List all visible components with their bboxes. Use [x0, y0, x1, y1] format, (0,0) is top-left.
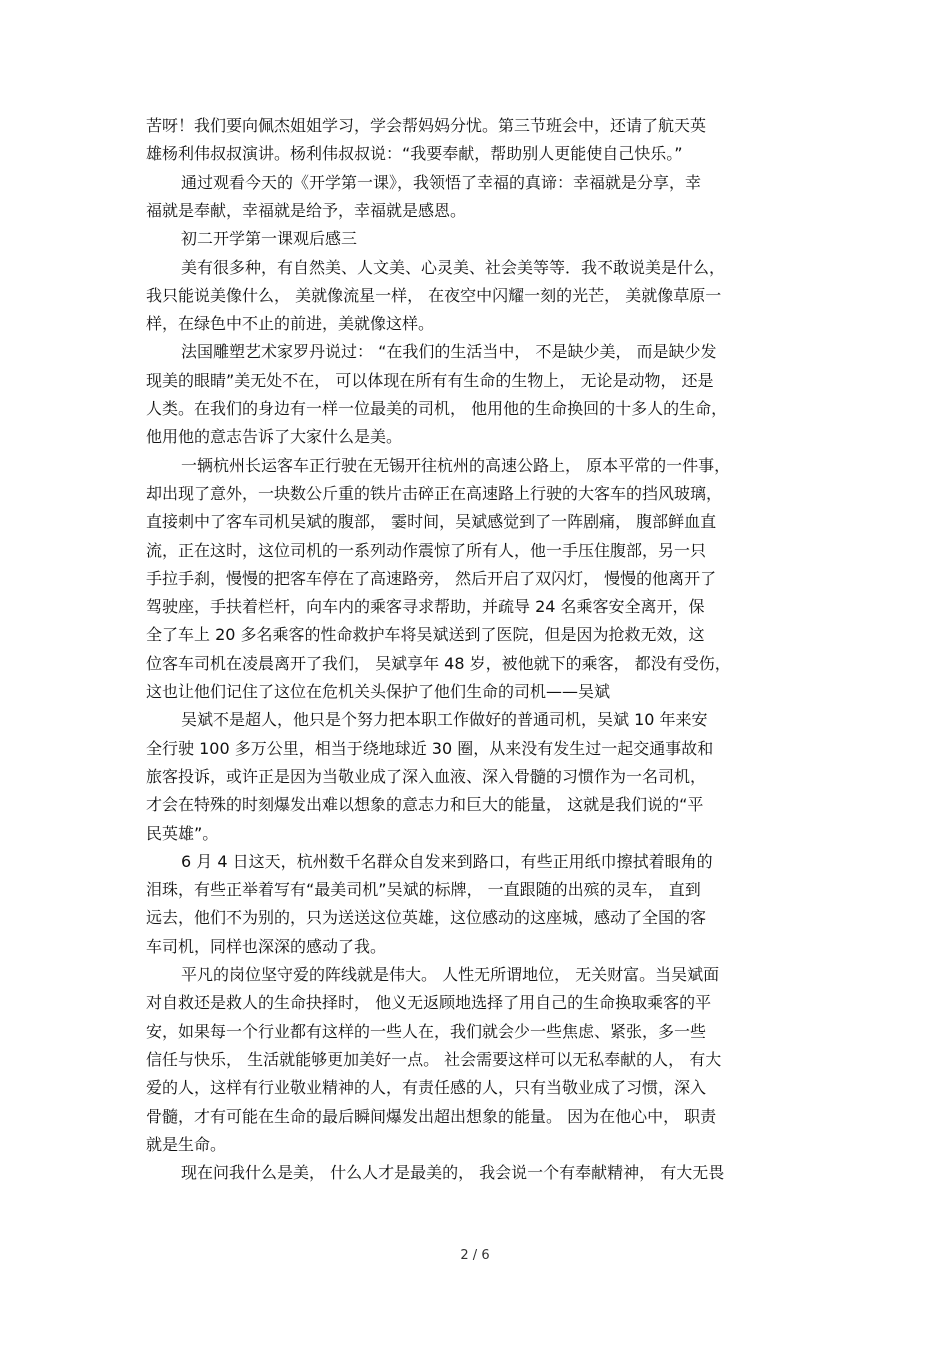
text-line: 初二开学第一课观后感三 — [181, 229, 358, 249]
text-line: 样，在绿色中不止的前进，美就像这样。 — [146, 314, 435, 334]
text-line: 泪珠，有些正举着写有“最美司机”吴斌的标牌， 一直跟随的出殡的灵车， 直到 — [146, 880, 701, 900]
text-line: 手拉手刹，慢慢的把客车停在了高速路旁， 然后开启了双闪灯， 慢慢的他离开了 — [146, 568, 717, 588]
text-line: 骨髓，才有可能在生命的最后瞬间爆发出超出想象的能量。 因为在他心中， 职责 — [146, 1106, 717, 1126]
text-line: 远去，他们不为别的，只为送送这位英雄，这位感动的这座城，感动了全国的客 — [146, 908, 707, 928]
text-line: 法国雕塑艺术家罗丹说过： “在我们的生活当中， 不是缺少美， 而是缺少发 — [181, 342, 717, 362]
text-line: 全了车上 20 多名乘客的性命救护车将吴斌送到了医院，但是因为抢救无效，这 — [146, 625, 705, 645]
text-line: 直接刺中了客车司机吴斌的腹部， 霎时间，吴斌感觉到了一阵剧痛， 腹部鲜血直 — [146, 512, 717, 532]
text-line: 福就是奉献，幸福就是给予，幸福就是感恩。 — [146, 200, 467, 220]
text-line: 一辆杭州长运客车正行驶在无锡开往杭州的高速公路上， 原本平常的一件事， — [181, 455, 731, 475]
text-line: 爱的人，这样有行业敬业精神的人，有责任感的人，只有当敬业成了习惯，深入 — [146, 1078, 707, 1098]
text-line: 旅客投诉，或许正是因为当敬业成了深入血液、深入骨髓的习惯作为一名司机， — [146, 766, 707, 786]
text-line: 安，如果每一个行业都有这样的一些人在，我们就会少一些焦虑、紧张，多一些 — [146, 1021, 707, 1041]
text-line: 流，正在这时，这位司机的一系列动作震惊了所有人，他一手压住腹部，另一只 — [146, 540, 707, 560]
text-line: 人类。在我们的身边有一样一位最美的司机， 他用他的生命换回的十多人的生命， — [146, 399, 728, 418]
text-line: 我只能说美像什么， 美就像流星一样， 在夜空中闪耀一刻的光芒， 美就像草原一 — [146, 285, 722, 305]
text-line: 现美的眼睛”美无处不在， 可以体现在所有有生命的生物上， 无论是动物， 还是 — [146, 370, 714, 390]
text-line: 信任与快乐， 生活就能够更加美好一点。 社会需要这样可以无私奉献的人， 有大 — [146, 1049, 722, 1069]
text-line: 吴斌不是超人，他只是个努力把本职工作做好的普通司机，吴斌 10 年来安 — [181, 710, 708, 730]
text-line: 通过观看今天的《开学第一课》，我领悟了幸福的真谛：幸福就是分享，幸 — [181, 172, 702, 192]
text-line: 全行驶 100 多万公里，相当于绕地球近 30 圈，从来没有发生过一起交通事故和 — [146, 738, 714, 758]
text-line: 这也让他们记住了这位在危机关头保护了他们生命的司机——吴斌 — [146, 682, 611, 701]
text-line: 才会在特殊的时刻爆发出难以想象的意志力和巨大的能量， 这就是我们说的“平 — [146, 795, 704, 815]
text-line: 雄杨利伟叔叔演讲。杨利伟叔叔说：“我要奉献，帮助别人更能使自己快乐。” — [146, 144, 683, 164]
text-line: 对自救还是救人的生命抉择时， 他义无返顾地选择了用自己的生命换取乘客的平 — [146, 993, 712, 1013]
text-line: 车司机，同样也深深的感动了我。 — [146, 936, 387, 956]
text-line: 苦呀！我们要向佩杰姐姐学习，学会帮妈妈分忧。第三节班会中，还请了航天英 — [146, 116, 707, 135]
text-line: 驾驶座，手扶着栏杆，向车内的乘客寻求帮助，并疏导 24 名乘客安全离开，保 — [146, 597, 705, 617]
text-line: 现在问我什么是美， 什么人才是最美的， 我会说一个有奉献精神， 有大无畏 — [181, 1163, 725, 1183]
text-line: 却出现了意外，一块数公斤重的铁片击碎正在高速路上行驶的大客车的挡风玻璃， — [146, 483, 723, 503]
text-line: 6 月 4 日这天，杭州数千名群众自发来到路口，有些正用纸巾擦拭着眼角的 — [181, 851, 713, 871]
text-line: 就是生命。 — [146, 1134, 227, 1154]
text-line: 美有很多种，有自然美、人文美、心灵美、社会美等等．我不敢说美是什么， — [181, 257, 726, 277]
page-number: 2 / 6 — [460, 1248, 490, 1263]
text-line: 位客车司机在凌晨离开了我们， 吴斌享年 48 岁，被他就下的乘客， 都没有受伤， — [146, 653, 731, 673]
text-line: 他用他的意志告诉了大家什么是美。 — [146, 427, 403, 447]
text-line: 民英雄”。 — [146, 823, 219, 843]
text-line: 平凡的岗位坚守爱的阵线就是伟大。 人性无所谓地位， 无关财富。当吴斌面 — [181, 965, 720, 984]
